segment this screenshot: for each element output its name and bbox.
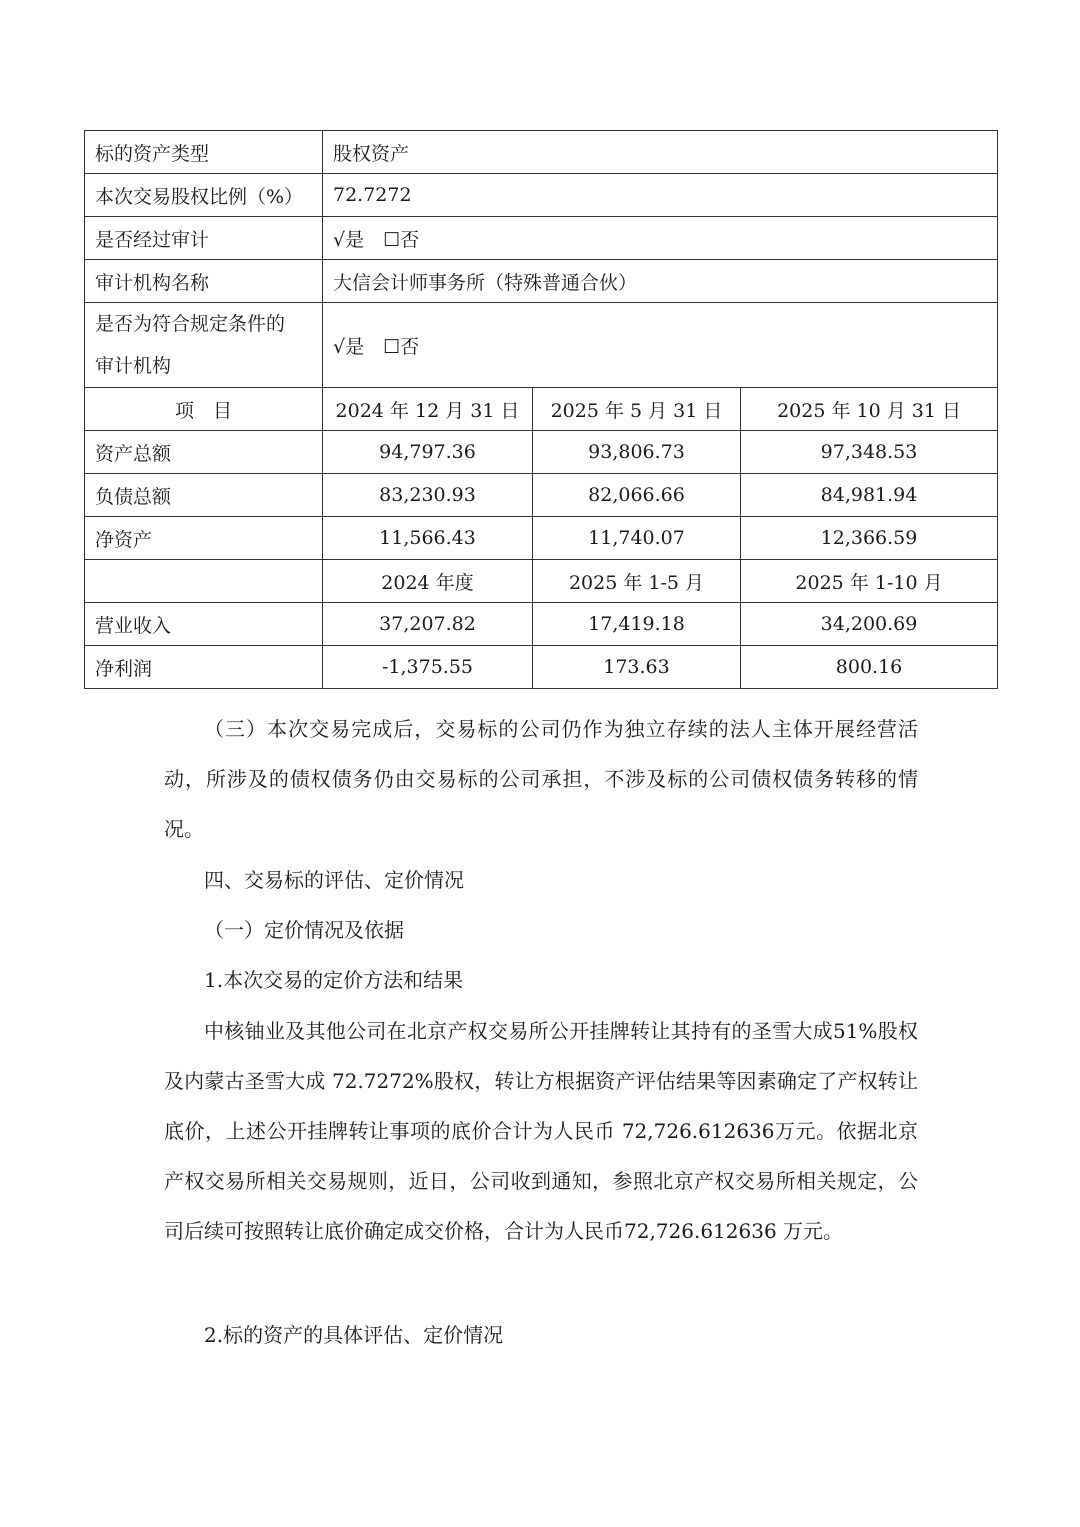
auditor-name-value: 大信会计师事务所（特殊普通合伙）: [323, 260, 998, 303]
audited-label: 是否经过审计: [85, 217, 323, 260]
table-cell: 82,066.66: [533, 474, 741, 517]
table-cell: 83,230.93: [323, 474, 533, 517]
table-row: [85, 303, 998, 388]
period-header: 2024 年度: [323, 560, 533, 603]
table-cell: 97,348.53: [741, 431, 998, 474]
table-row: [85, 174, 998, 217]
table-row: [85, 431, 998, 474]
asset-type-label: 标的资产类型: [85, 131, 323, 174]
table-row: [85, 260, 998, 303]
table-row: [85, 517, 998, 560]
table-cell: 34,200.69: [741, 603, 998, 646]
table-row: [85, 388, 998, 431]
equity-ratio-label: 本次交易股权比例（%）: [85, 174, 323, 217]
item-2-title: 2.标的资产的具体评估、定价情况: [204, 1323, 504, 1347]
date-header: 2025 年 5 月 31 日: [533, 388, 741, 431]
table-row: [85, 603, 998, 646]
table-cell: 12,366.59: [741, 517, 998, 560]
qualified-auditor-label: [85, 303, 323, 388]
total-assets-label: 资产总额: [85, 431, 323, 474]
table-cell: 84,981.94: [741, 474, 998, 517]
table-cell: 37,207.82: [323, 603, 533, 646]
total-liabilities-label: 负债总额: [85, 474, 323, 517]
qualified-auditor-label-line2: 审计机构: [95, 355, 172, 377]
table-row: [85, 131, 998, 174]
table-row: [85, 217, 998, 260]
audited-value: √是 ☐否: [323, 217, 998, 260]
qualified-auditor-value: √是 ☐否: [323, 303, 998, 388]
auditor-name-label: 审计机构名称: [85, 260, 323, 303]
table-cell: 11,740.07: [533, 517, 741, 560]
item-header: 项 目: [85, 388, 323, 431]
paragraph-3-debt-transfer: （三）本次交易完成后，交易标的公司仍作为独立存续的法人主体开展经营活动，所涉及的债权债务仍由交易标的公司承担，不涉及标的公司债权债务转移的情况。: [164, 717, 918, 841]
date-header: 2024 年 12 月 31 日: [323, 388, 533, 431]
table-row: [85, 560, 998, 603]
equity-ratio-value: 72.7272: [323, 174, 998, 217]
table-row: [85, 474, 998, 517]
date-header: 2025 年 10 月 31 日: [741, 388, 998, 431]
table-cell: 11,566.43: [323, 517, 533, 560]
table-cell: 17,419.18: [533, 603, 741, 646]
period-header: 2025 年 1-5 月: [533, 560, 741, 603]
net-profit-label: 净利润: [85, 646, 323, 689]
table-cell: 94,797.36: [323, 431, 533, 474]
pricing-paragraph: 中核铀业及其他公司在北京产权交易所公开挂牌转让其持有的圣雪大成51%股权及内蒙古圣雪大成 72.7272%股权，转让方根据资产评估结果等因素确定了产权转让底价，上述公开挂牌转让事项的底价合计为人民币 72,726.612636万元。依据北京产权交易所相关交易规则，近日，公司收到通知，参照北京产权交易所相关规定，公司后续可按照转让底价确定成交价格，合计为人民币72,726.612636 万元。: [164, 1019, 918, 1243]
asset-type-value: 股权资产: [323, 131, 998, 174]
item-1-title: 1.本次交易的定价方法和结果: [204, 968, 464, 992]
subsection-1-title: （一）定价情况及依据: [204, 918, 404, 942]
qualified-auditor-label-line1: 是否为符合规定条件的: [95, 313, 286, 335]
period-item-header: [85, 560, 323, 603]
table-cell: 173.63: [533, 646, 741, 689]
table-cell: 800.16: [741, 646, 998, 689]
section-4-title: 四、交易标的评估、定价情况: [204, 868, 464, 892]
asset-info-table: [84, 130, 998, 689]
net-assets-label: 净资产: [85, 517, 323, 560]
revenue-label: 营业收入: [85, 603, 323, 646]
table-cell: -1,375.55: [323, 646, 533, 689]
table-cell: 93,806.73: [533, 431, 741, 474]
table-row: [85, 646, 998, 689]
period-header: 2025 年 1-10 月: [741, 560, 998, 603]
